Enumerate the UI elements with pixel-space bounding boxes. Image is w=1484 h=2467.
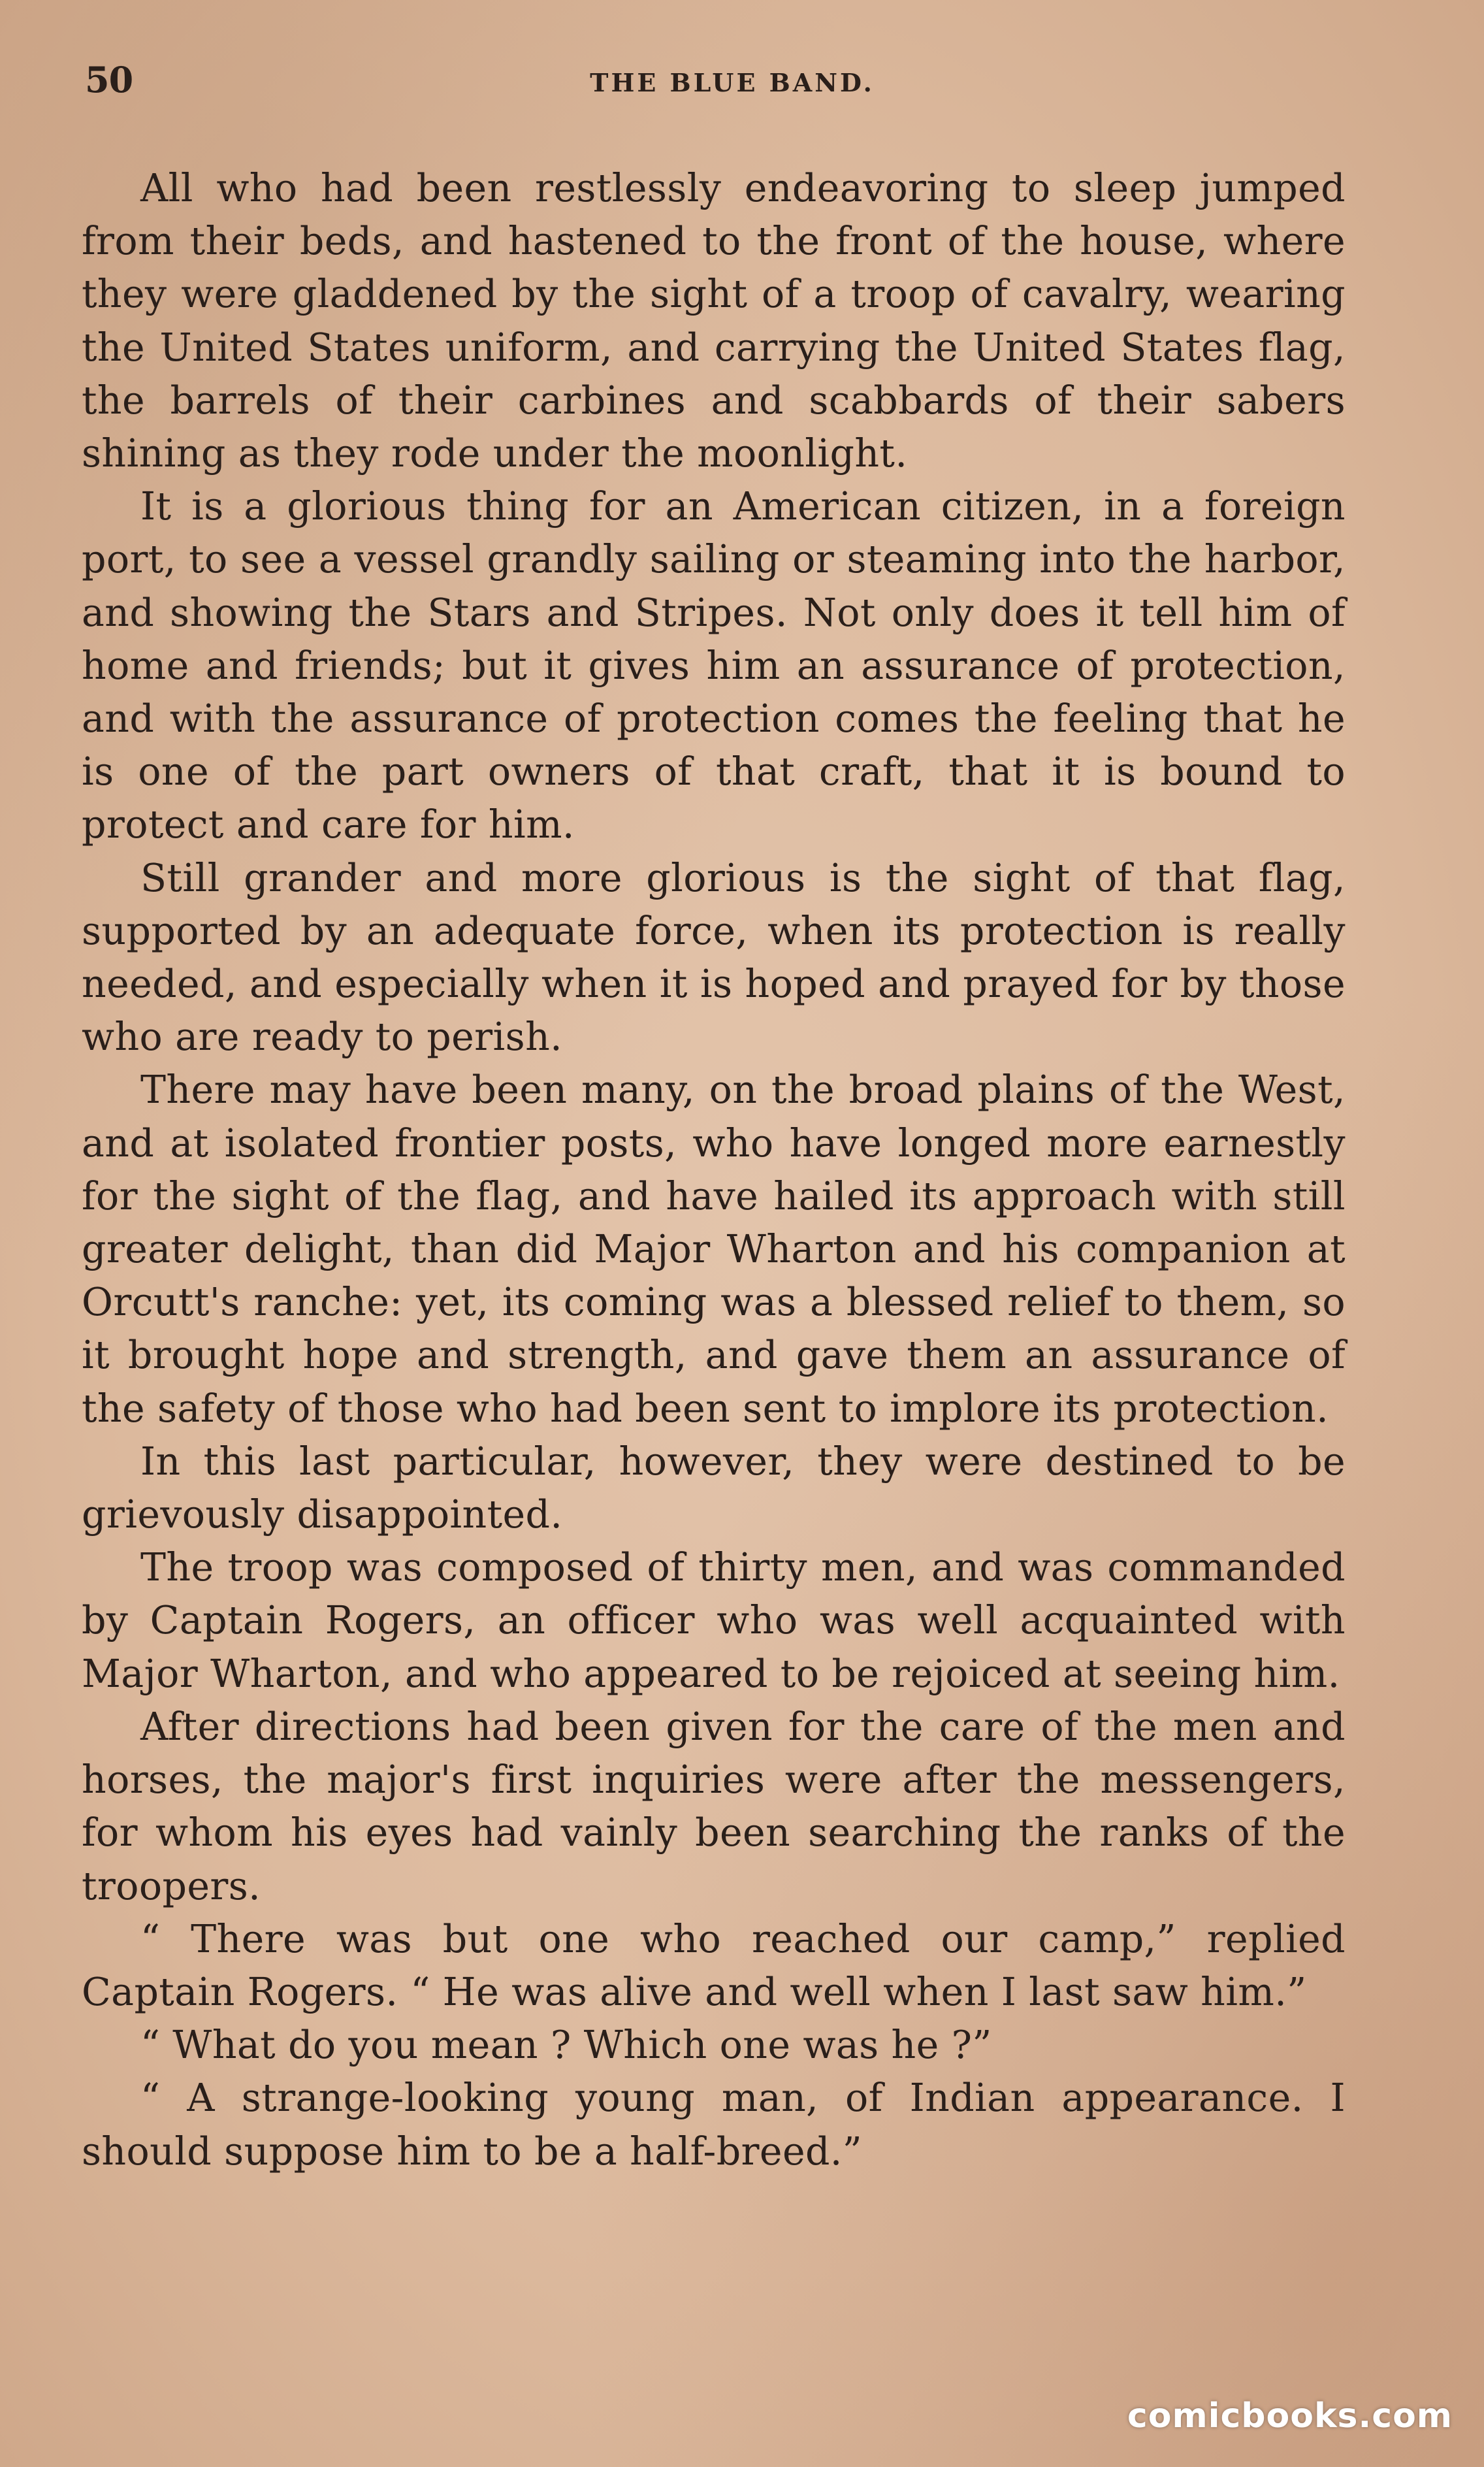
paragraph: It is a glorious thing for an American citizen, in a foreign port, to see a vessel grandly sailing or steaming into the harbor, and showing the Stars and Stripes. Not only does it tell him of home and friends; but it gives him an assurance of protection, and with the assurance of protection comes the feeling that he is one of the part owners of that craft, that it is bound to protect and care for him. bbox=[82, 484, 1346, 847]
paragraph: After directions had been given for the care of the men and horses, the major's first inquiries were after the messengers, for whom his eyes had vainly been searching the ranks of the troopers. bbox=[82, 1704, 1346, 1908]
page-number: 50 bbox=[85, 59, 133, 101]
page-header bbox=[85, 59, 1379, 111]
paragraph: “ A strange-looking young man, of Indian appearance. I should suppose him to be a half-breed.” bbox=[82, 2076, 1346, 2174]
body-text bbox=[82, 162, 1346, 2178]
paragraph: There may have been many, on the broad plains of the West, and at isolated frontier posts, who have longed more earnestly for the sight of the flag, and have hailed its approach with still greater delight, than did Major Wharton and his companion at Orcutt's ranche: yet, its coming was a blessed relief to them, so it brought hope and strength, and gave them an assurance of the safety of those who had been sent to implore its protection. bbox=[82, 1068, 1346, 1431]
paragraph: The troop was composed of thirty men, and was commanded by Captain Rogers, an officer who was well acquainted with Major Wharton, and who appeared to be rejoiced at seeing him. bbox=[82, 1545, 1346, 1696]
running-head: THE BLUE BAND. bbox=[590, 68, 875, 97]
paragraph: All who had been restlessly endeavoring to sleep jumped from their beds, and hastened to the front of the house, where they were gladdened by the sight of a troop of cavalry, wearing the United States uniform, and carrying the United States flag, the barrels of their carbines and scabbards of their sabers shining as they rode under the moonlight. bbox=[82, 166, 1346, 476]
watermark: comicbooks.com bbox=[1127, 2396, 1453, 2436]
paragraph: In this last particular, however, they were destined to be grievously disappointed. bbox=[82, 1439, 1346, 1537]
paragraph: “ What do you mean ? Which one was he ?” bbox=[140, 2023, 992, 2068]
paragraph: Still grander and more glorious is the sight of that flag, supported by an adequate force, when its protection is really needed, and especially when it is hoped and prayed for by those who are ready to perish. bbox=[82, 855, 1346, 1060]
paragraph: “ There was but one who reached our camp,” replied Captain Rogers. “ He was alive and well when I last saw him.” bbox=[82, 1916, 1346, 2014]
